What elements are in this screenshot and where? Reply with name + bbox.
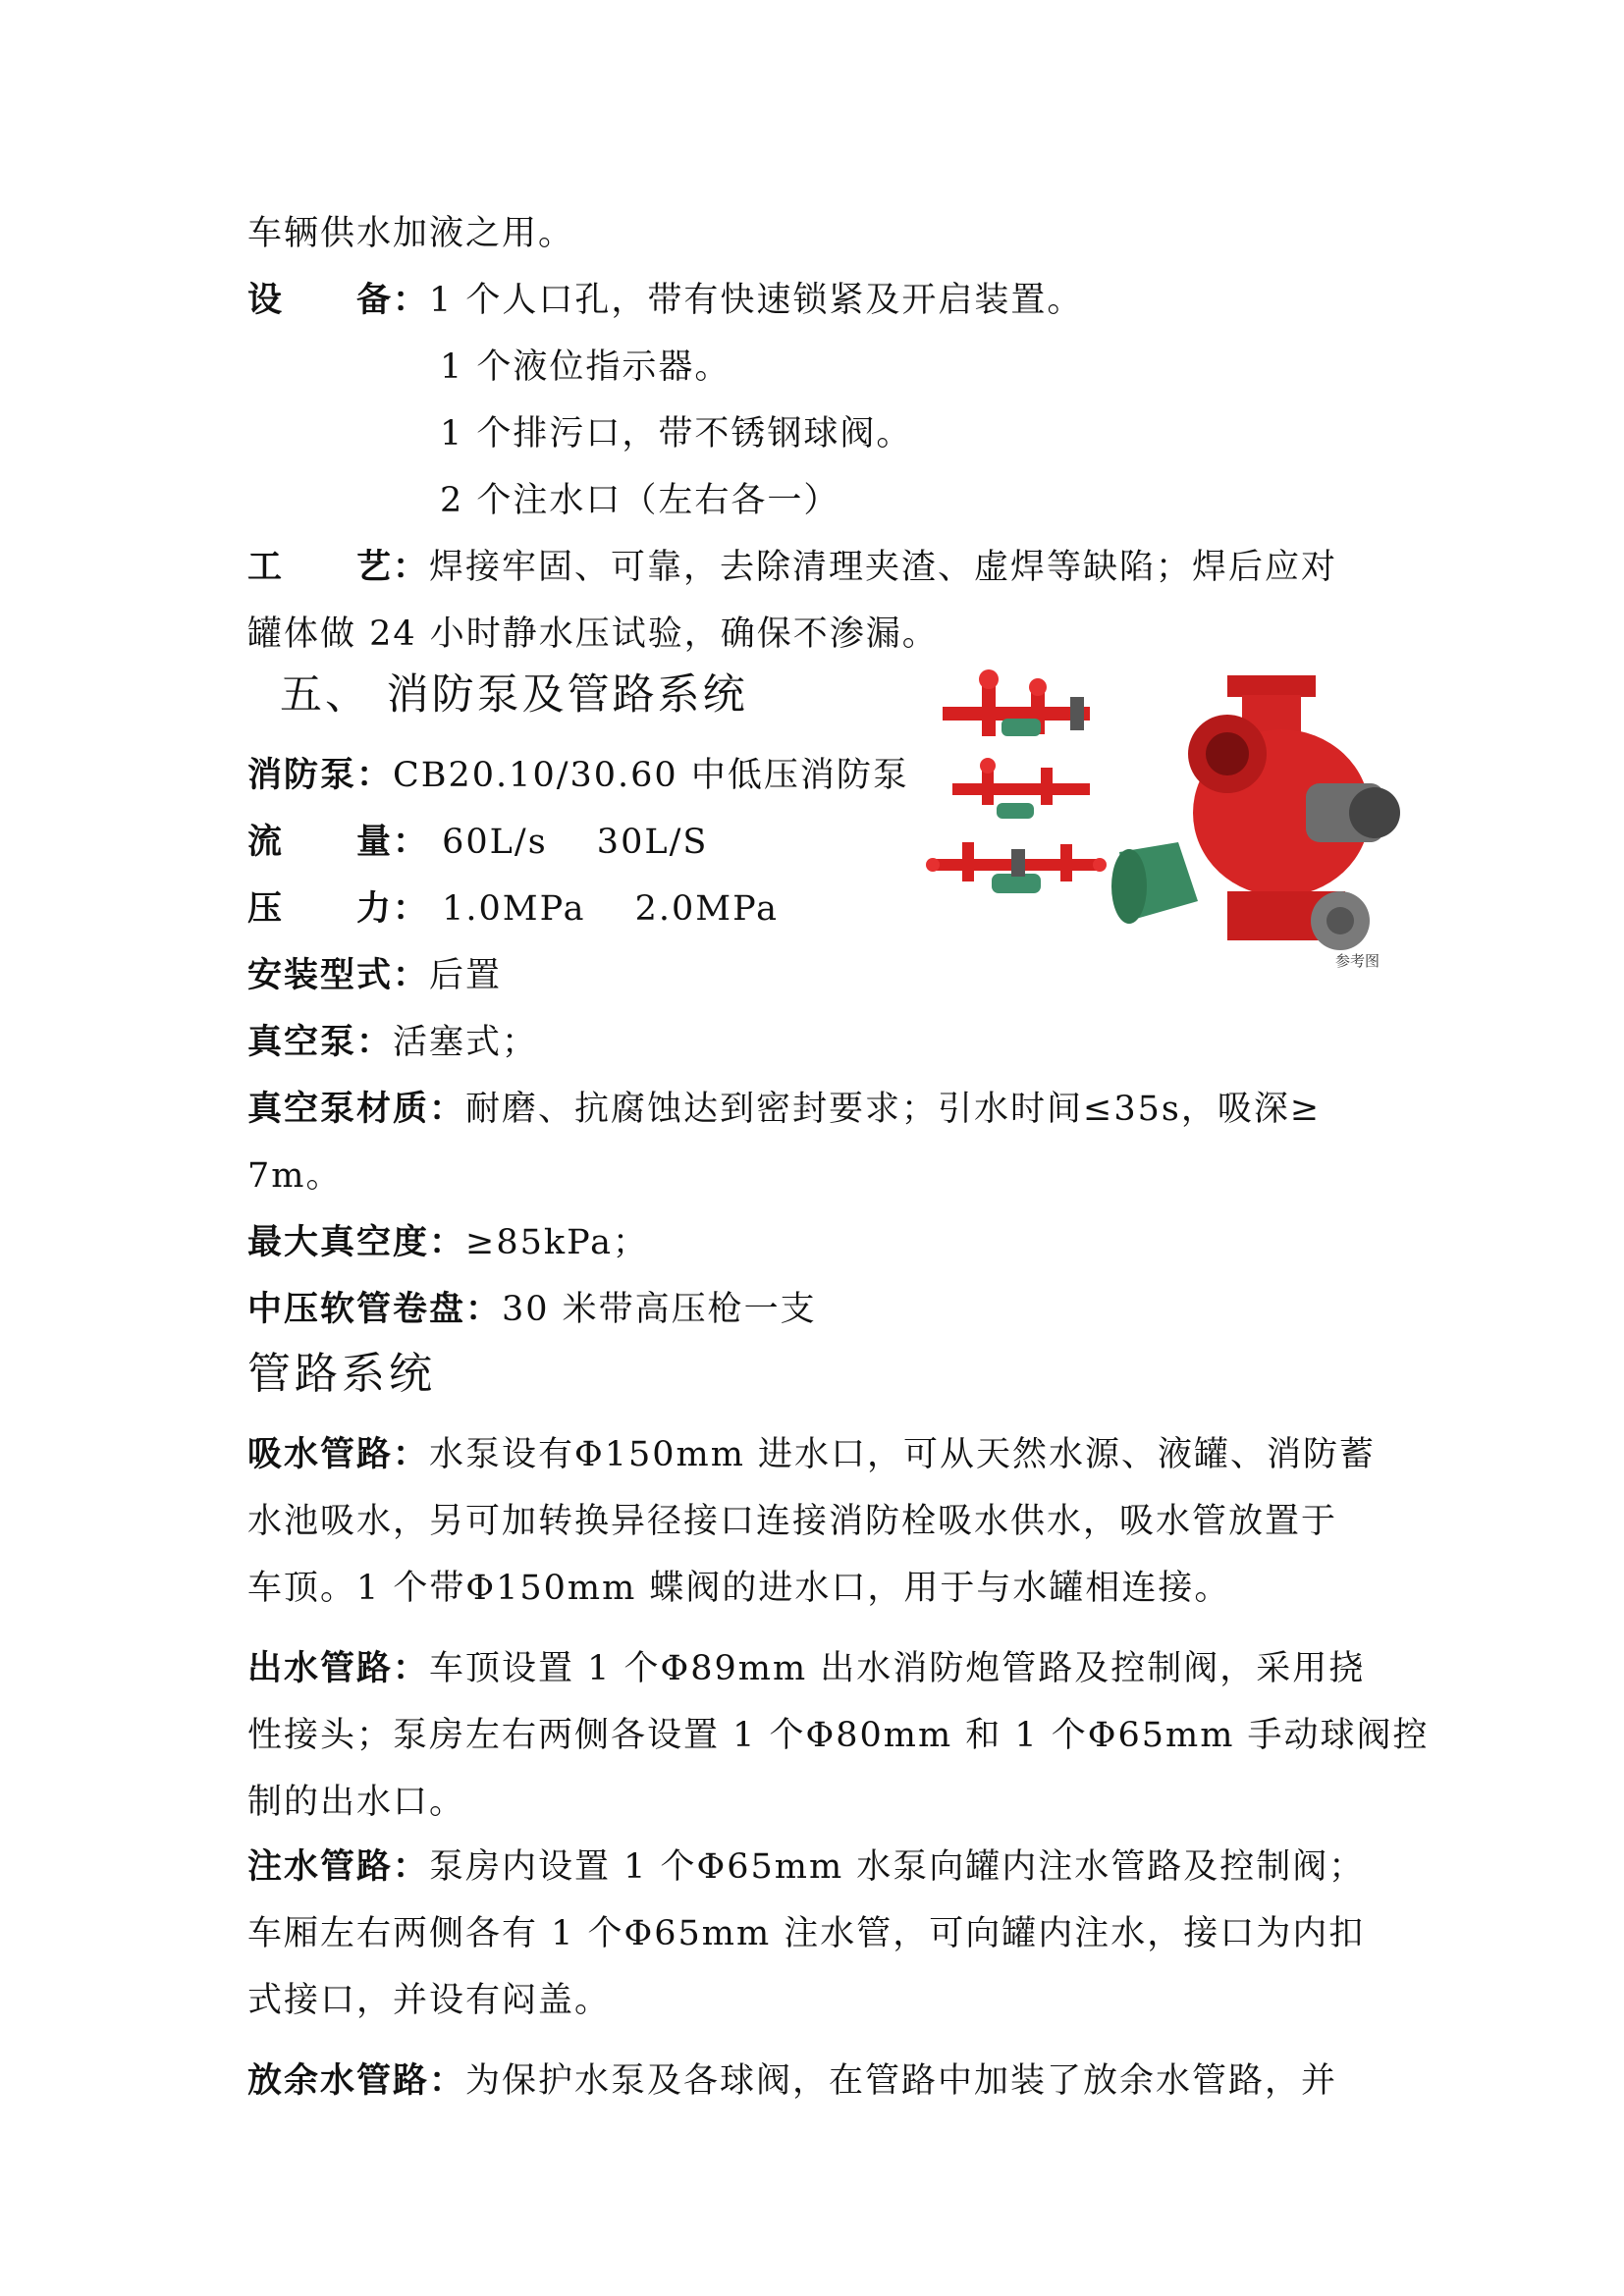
outlet-row <box>247 1645 1365 1692</box>
equipment-item: 1 个液位指示器。 <box>440 347 731 387</box>
pump-pressure-value: 1.0MPa 2.0MPa <box>429 889 779 929</box>
suction-text: 水池吸水，另可加转换异径接口连接消防栓吸水供水，吸水管放置于 <box>247 1502 1338 1541</box>
pump-flow-label: 流 量： <box>247 823 430 862</box>
max-vacuum-row <box>247 1219 649 1266</box>
max-vacuum-value: ≥85kPa； <box>465 1223 649 1262</box>
valve-assembly-icon <box>926 842 1107 893</box>
valve-assembly-icon <box>943 669 1090 736</box>
equipment-label: 设 备： <box>247 281 430 320</box>
vacuum-pump-row <box>247 1019 538 1066</box>
equipment-item: 2 个注水口（左右各一） <box>440 481 840 520</box>
fill-text: 车厢左右两侧各有 1 个Φ65mm 注水管，可向罐内注水，接口为内扣 <box>247 1914 1366 1953</box>
pump-pressure-row <box>247 885 779 933</box>
figure-caption: 参考图 <box>1335 952 1380 970</box>
pump-flow-row <box>247 819 708 866</box>
vacuum-material-row <box>247 1086 1321 1133</box>
hose-reel-row <box>247 1286 817 1333</box>
fill-label: 注水管路： <box>247 1847 430 1887</box>
process-row <box>247 544 1337 591</box>
pump-model-row <box>247 752 909 799</box>
suction-text: 车顶。1 个带Φ150mm 蝶阀的进水口，用于与水罐相连接。 <box>247 1569 1231 1608</box>
drain-row <box>247 2057 1337 2105</box>
vacuum-material-cont: 7m。 <box>247 1156 343 1196</box>
process-text: 罐体做 24 小时静水压试验，确保不渗漏。 <box>247 614 939 654</box>
outlet-text: 性接头；泵房左右两侧各设置 1 个Φ80mm 和 1 个Φ65mm 手动球阀控 <box>247 1716 1430 1755</box>
fire-pump-image <box>1110 675 1404 970</box>
equipment-item: 1 个排污口，带不锈钢球阀。 <box>440 414 913 454</box>
equipment-row <box>247 277 1083 324</box>
process-text: 焊接牢固、可靠，去除清理夹渣、虚焊等缺陷；焊后应对 <box>429 548 1338 587</box>
vacuum-material-value: 耐磨、抗腐蚀达到密封要求；引水时间≤35s，吸深≥ <box>465 1090 1322 1129</box>
pump-assembly-figure <box>923 667 1139 923</box>
pump-model-value: CB20.10/30.60 中低压消防泵 <box>393 756 909 795</box>
outlet-text: 制的出水口。 <box>247 1783 466 1822</box>
fill-text: 式接口，并设有闷盖。 <box>247 1981 612 2020</box>
process-label: 工 艺： <box>247 548 430 587</box>
valve-assembly-icon <box>952 758 1090 819</box>
pump-flow-value: 60L/s 30L/S <box>429 823 709 862</box>
vacuum-pump-value: 活塞式； <box>393 1023 539 1062</box>
suction-label: 吸水管路： <box>247 1435 430 1474</box>
piping-heading: 管路系统 <box>247 1349 436 1399</box>
outlet-text: 车顶设置 1 个Φ89mm 出水消防炮管路及控制阀，采用挠 <box>429 1649 1366 1688</box>
max-vacuum-label: 最大真空度： <box>247 1223 466 1262</box>
drain-text: 为保护水泵及各球阀，在管路中加装了放余水管路，并 <box>465 2061 1338 2101</box>
equipment-item: 1 个人口孔，带有快速锁紧及开启装置。 <box>429 281 1084 320</box>
suction-row <box>247 1431 1376 1478</box>
pump-install-label: 安装型式： <box>247 956 430 995</box>
pump-model-label: 消防泵： <box>247 756 394 795</box>
fill-text: 泵房内设置 1 个Φ65mm 水泵向罐内注水管路及控制阀； <box>429 1847 1366 1887</box>
drain-label: 放余水管路： <box>247 2061 466 2101</box>
vacuum-material-label: 真空泵材质： <box>247 1090 466 1129</box>
intro-tail: 车辆供水加液之用。 <box>247 214 575 253</box>
hose-reel-label: 中压软管卷盘： <box>247 1290 503 1329</box>
pump-pressure-label: 压 力： <box>247 889 430 929</box>
pump-install-row <box>247 952 502 999</box>
section-heading: 五、 消防泵及管路系统 <box>280 670 748 720</box>
suction-text: 水泵设有Φ150mm 进水口，可从天然水源、液罐、消防蓄 <box>429 1435 1377 1474</box>
vacuum-pump-label: 真空泵： <box>247 1023 394 1062</box>
pump-install-value: 后置 <box>429 956 503 995</box>
fill-row <box>247 1843 1365 1891</box>
outlet-label: 出水管路： <box>247 1649 430 1688</box>
hose-reel-value: 30 米带高压枪一支 <box>502 1290 817 1329</box>
